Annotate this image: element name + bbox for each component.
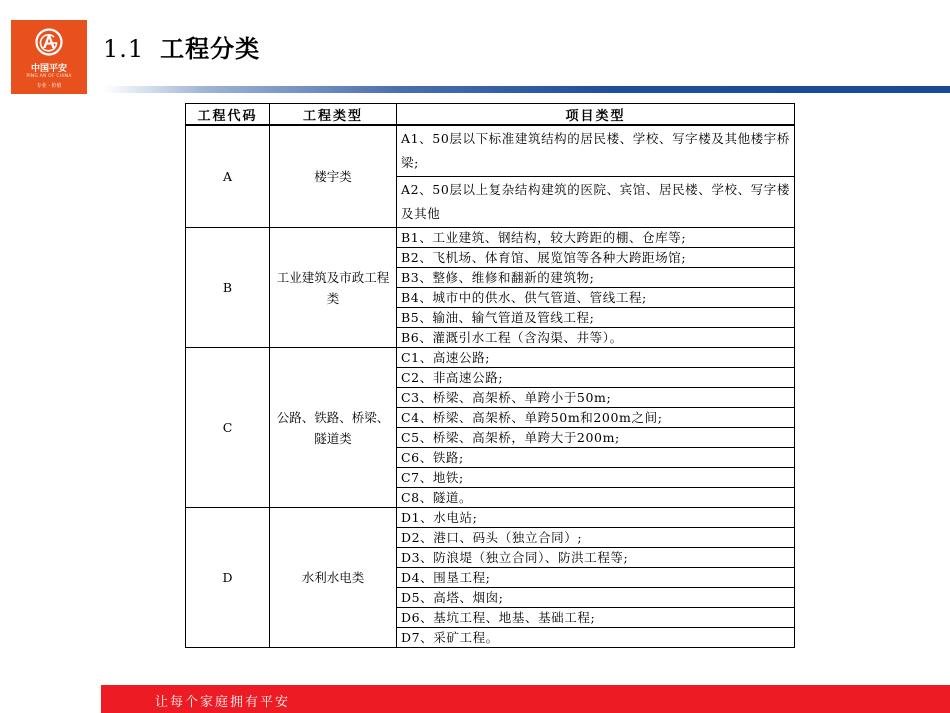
table-row xyxy=(186,125,795,177)
project-item: C3、桥梁、高架桥、单跨小于50m; xyxy=(397,388,795,408)
project-item: C7、地铁; xyxy=(397,468,795,488)
project-item: B2、飞机场、体育馆、展览馆等各种大跨距场馆; xyxy=(397,248,795,268)
footer-slogan: 让每个家庭拥有平安 xyxy=(155,695,291,710)
project-code: A xyxy=(186,125,270,228)
logo-english: PING AN OF CHINA xyxy=(26,74,72,79)
logo-slogan: 专业 · 价值 xyxy=(36,83,62,89)
project-item: B6、灌溉引水工程（含沟渠、井等）。 xyxy=(397,328,795,348)
project-item: A2、50层以上复杂结构建筑的医院、宾馆、居民楼、学校、写字楼及其他 xyxy=(397,177,795,228)
project-code: D xyxy=(186,508,270,648)
project-item: D1、水电站; xyxy=(397,508,795,528)
project-item: C8、隧道。 xyxy=(397,488,795,508)
project-item: C4、桥梁、高架桥、单跨50m和200m之间; xyxy=(397,408,795,428)
project-item: B3、整修、维修和翻新的建筑物; xyxy=(397,268,795,288)
company-logo xyxy=(11,20,87,94)
header-type: 工程类型 xyxy=(270,104,397,126)
project-category: 楼宇类 xyxy=(270,125,397,228)
footer-bar xyxy=(101,685,950,713)
table-header-row xyxy=(186,104,795,126)
table-row xyxy=(186,228,795,248)
project-item: C2、非高速公路; xyxy=(397,368,795,388)
header-code: 工程代码 xyxy=(186,104,270,126)
project-item: D3、防浪堤（独立合同）、防洪工程等; xyxy=(397,548,795,568)
project-item: B1、工业建筑、钢结构，较大跨距的棚、仓库等; xyxy=(397,228,795,248)
project-item: A1、50层以下标准建筑结构的居民楼、学校、写字楼及其他楼宇桥梁; xyxy=(397,125,795,177)
project-item: D2、港口、码头（独立合同）; xyxy=(397,528,795,548)
project-item: D7、采矿工程。 xyxy=(397,628,795,648)
section-number: 1.1 xyxy=(103,35,145,63)
project-item: D6、基坑工程、地基、基础工程; xyxy=(397,608,795,628)
project-classification-table xyxy=(185,103,795,648)
project-item: C5、桥梁、高架桥，单跨大于200m; xyxy=(397,428,795,448)
table-row xyxy=(186,348,795,368)
project-item: B5、输油、输气管道及管线工程; xyxy=(397,308,795,328)
page-title xyxy=(103,29,260,64)
logo-name: 中国平安 xyxy=(30,64,67,74)
table-row xyxy=(186,508,795,528)
ping-an-emblem-icon xyxy=(35,28,63,56)
project-item: B4、城市中的供水、供气管道、管线工程; xyxy=(397,288,795,308)
header-items: 项目类型 xyxy=(397,104,795,126)
project-item: C6、铁路; xyxy=(397,448,795,468)
project-category: 水利水电类 xyxy=(270,508,397,648)
section-title: 工程分类 xyxy=(160,34,261,63)
project-category: 工业建筑及市政工程类 xyxy=(270,228,397,348)
project-category: 公路、铁路、桥梁、隧道类 xyxy=(270,348,397,508)
project-code: B xyxy=(186,228,270,348)
project-item: D4、围垦工程; xyxy=(397,568,795,588)
header-rule xyxy=(103,86,950,93)
project-code: C xyxy=(186,348,270,508)
project-item: C1、高速公路; xyxy=(397,348,795,368)
project-item: D5、高塔、烟囱; xyxy=(397,588,795,608)
